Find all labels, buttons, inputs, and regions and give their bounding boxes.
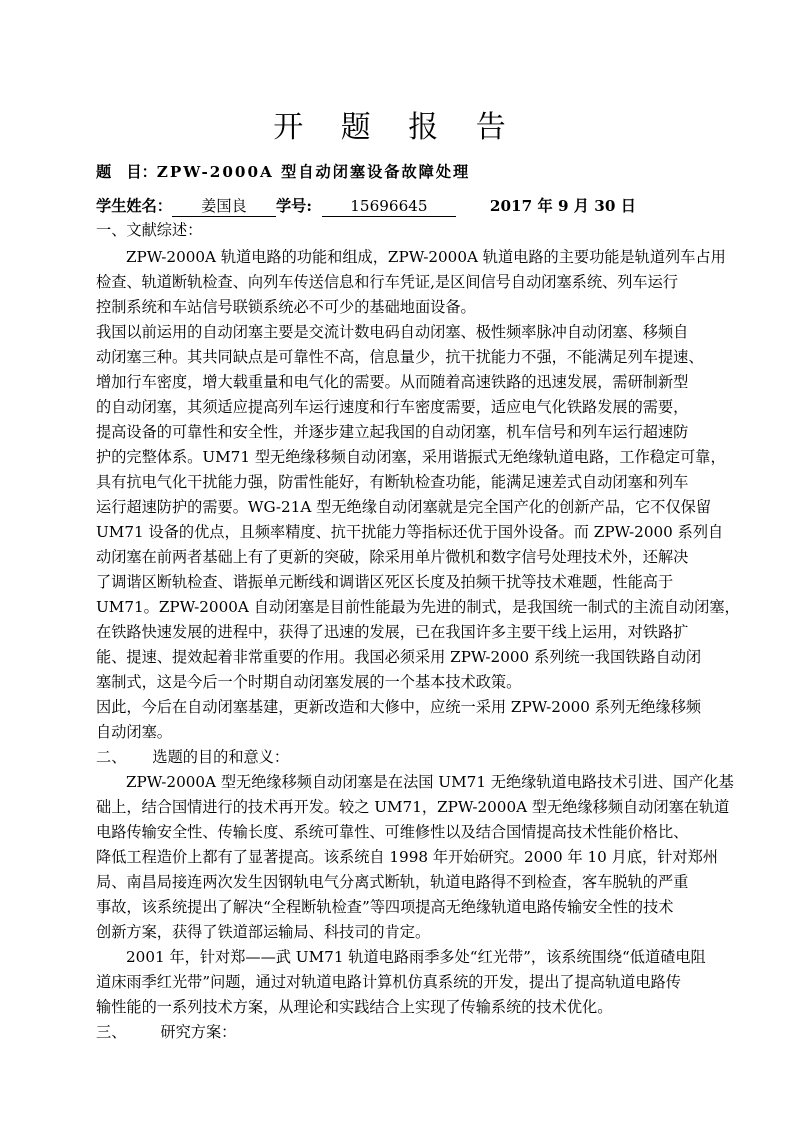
- paragraph-line: 控制系统和车站信号联锁系统必不可少的基础地面设备。: [96, 298, 476, 316]
- paragraph-line: 动闭塞三种。其共同缺点是可靠性不高，信息量少，抗干扰能力不强，不能满足列车提速、: [96, 348, 704, 366]
- paragraph-line: 降低工程造价上都有了显著提高。该系统自 1998 年开始研究。2000 年 10 月底，针对郑州: [96, 848, 718, 866]
- paragraph-line: 了调谐区断轨检查、谐振单元断线和调谐区死区长度及拍频干扰等技术难题，性能高于: [96, 573, 674, 591]
- paragraph-line: 我国以前运用的自动闭塞主要是交流计数电码自动闭塞、极性频率脉冲自动闭塞、移频自: [96, 323, 689, 341]
- section-1-heading: 一、文献综述：: [96, 221, 203, 239]
- section-2-title: 选题的目的和意义：: [152, 748, 290, 766]
- paragraph-line: 事故，该系统提出了解决“全程断轨检查”等四项提高无绝缘轨道电路传输安全性的技术: [96, 898, 674, 916]
- paragraph-line: 创新方案，获得了铁道部运输局、科技司的肯定。: [96, 923, 431, 941]
- paragraph-line: 因此，今后在自动闭塞基建，更新改造和大修中，应统一采用 ZPW-2000 系列无绝缘移频: [96, 698, 702, 716]
- paragraph-line: 局、南昌局接连两次发生因钢轨电气分离式断轨，轨道电路得不到检查，客车脱轨的严重: [96, 873, 689, 891]
- section-3-heading: [96, 1022, 736, 1042]
- paragraph-line: 塞制式，这是今后一个时期自动闭塞发展的一个基本技术政策。: [96, 673, 522, 691]
- paragraph-line: 输性能的一系列技术方案，从理论和实践结合上实现了传输系统的技术优化。: [96, 998, 613, 1016]
- paragraph-line: 2001 年，针对郑——武 UM71 轨道电路雨季多处“红光带”，该系统围绕“低道碴电阻: [126, 948, 706, 966]
- paragraph-line: 道床雨季红光带”问题，通过对轨道电路计算机仿真系统的开发，提出了提高轨道电路传: [96, 973, 681, 991]
- topic-value: ZPW-2000A 型自动闭塞设备故障处理: [156, 163, 471, 181]
- paragraph-line: 护的完整体系。UM71 型无绝缘移频自动闭塞，采用谐振式无绝缘轨道电路，工作稳定可靠，: [96, 448, 726, 466]
- section-2-heading: [96, 747, 736, 767]
- student-row: [96, 196, 736, 217]
- student-name-label: 学生姓名：: [96, 197, 172, 215]
- paragraph-line: 提高设备的可靠性和安全性，并逐步建立起我国的自动闭塞，机车信号和列车运行超速防: [96, 423, 689, 441]
- paragraph-line: 检查、轨道断轨检查、向列车传送信息和行车凭证,是区间信号自动闭塞系统、列车运行: [96, 273, 678, 291]
- paragraph-line: 自动闭塞。: [96, 723, 172, 741]
- paragraph-line: 的自动闭塞，其须适应提高列车运行速度和行车密度需要，适应电气化铁路发展的需要，: [96, 398, 689, 416]
- paragraph-line: 础上，结合国情进行的技术再开发。较之 UM71，ZPW-2000A 型无绝缘移频自动闭塞在轨道: [96, 798, 730, 816]
- paragraph-line: ZPW-2000A 轨道电路的功能和组成，ZPW-2000A 轨道电路的主要功能是轨道列车占用: [126, 248, 726, 266]
- section-3-number: 三、: [96, 1023, 127, 1041]
- paragraph-line: 增加行车密度，增大载重量和电气化的需要。从而随着高速铁路的迅速发展，需研制新型: [96, 373, 689, 391]
- paragraph-line: UM71 设备的优点，且频率精度、抗干扰能力等指标还优于国外设备。而 ZPW-2000 系列自: [96, 523, 724, 541]
- paragraph-line: 运行超速防护的需要。WG-21A 型无绝缘自动闭塞就是完全国产化的创新产品，它不仅保留: [96, 498, 712, 516]
- student-id: 15696645: [322, 196, 456, 217]
- paragraph-line: 电路传输安全性、传输长度、系统可靠性、可维修性以及结合国情提高技术性能价格比、: [96, 823, 689, 841]
- student-id-label: 学号:: [275, 197, 312, 215]
- paragraph-line: 在铁路快速发展的进程中，获得了迅速的发展，已在我国许多主要干线上运用，对铁路扩: [96, 623, 689, 641]
- report-date: 2017 年 9 月 30 日: [489, 197, 636, 215]
- paragraph-line: UM71。ZPW-2000A 自动闭塞是目前性能最为先进的制式，是我国统一制式的主流自动闭塞，: [96, 598, 740, 616]
- topic-row: [96, 162, 736, 182]
- paragraph-line: 动闭塞在前两者基础上有了更新的突破，除采用单片微机和数字信号处理技术外，还解决: [96, 548, 689, 566]
- page-title: 开 题 报 告: [273, 110, 520, 145]
- student-name: 姜国良: [172, 196, 276, 217]
- section-3-title: 研究方案：: [160, 1023, 237, 1041]
- paragraph-line: 能、提速、提效起着非常重要的作用。我国必须采用 ZPW-2000 系列统一我国铁路自动闭: [96, 648, 702, 666]
- topic-label: 题 目：: [96, 163, 157, 181]
- paragraph-line: ZPW-2000A 型无绝缘移频自动闭塞是在法国 UM71 无绝缘轨道电路技术引进、国产化基: [126, 773, 734, 791]
- section-2-number: 二、: [96, 748, 127, 766]
- paragraph-line: 具有抗电气化干扰能力强，防雷性能好，有断轨检查功能，能满足速差式自动闭塞和列车: [96, 473, 689, 491]
